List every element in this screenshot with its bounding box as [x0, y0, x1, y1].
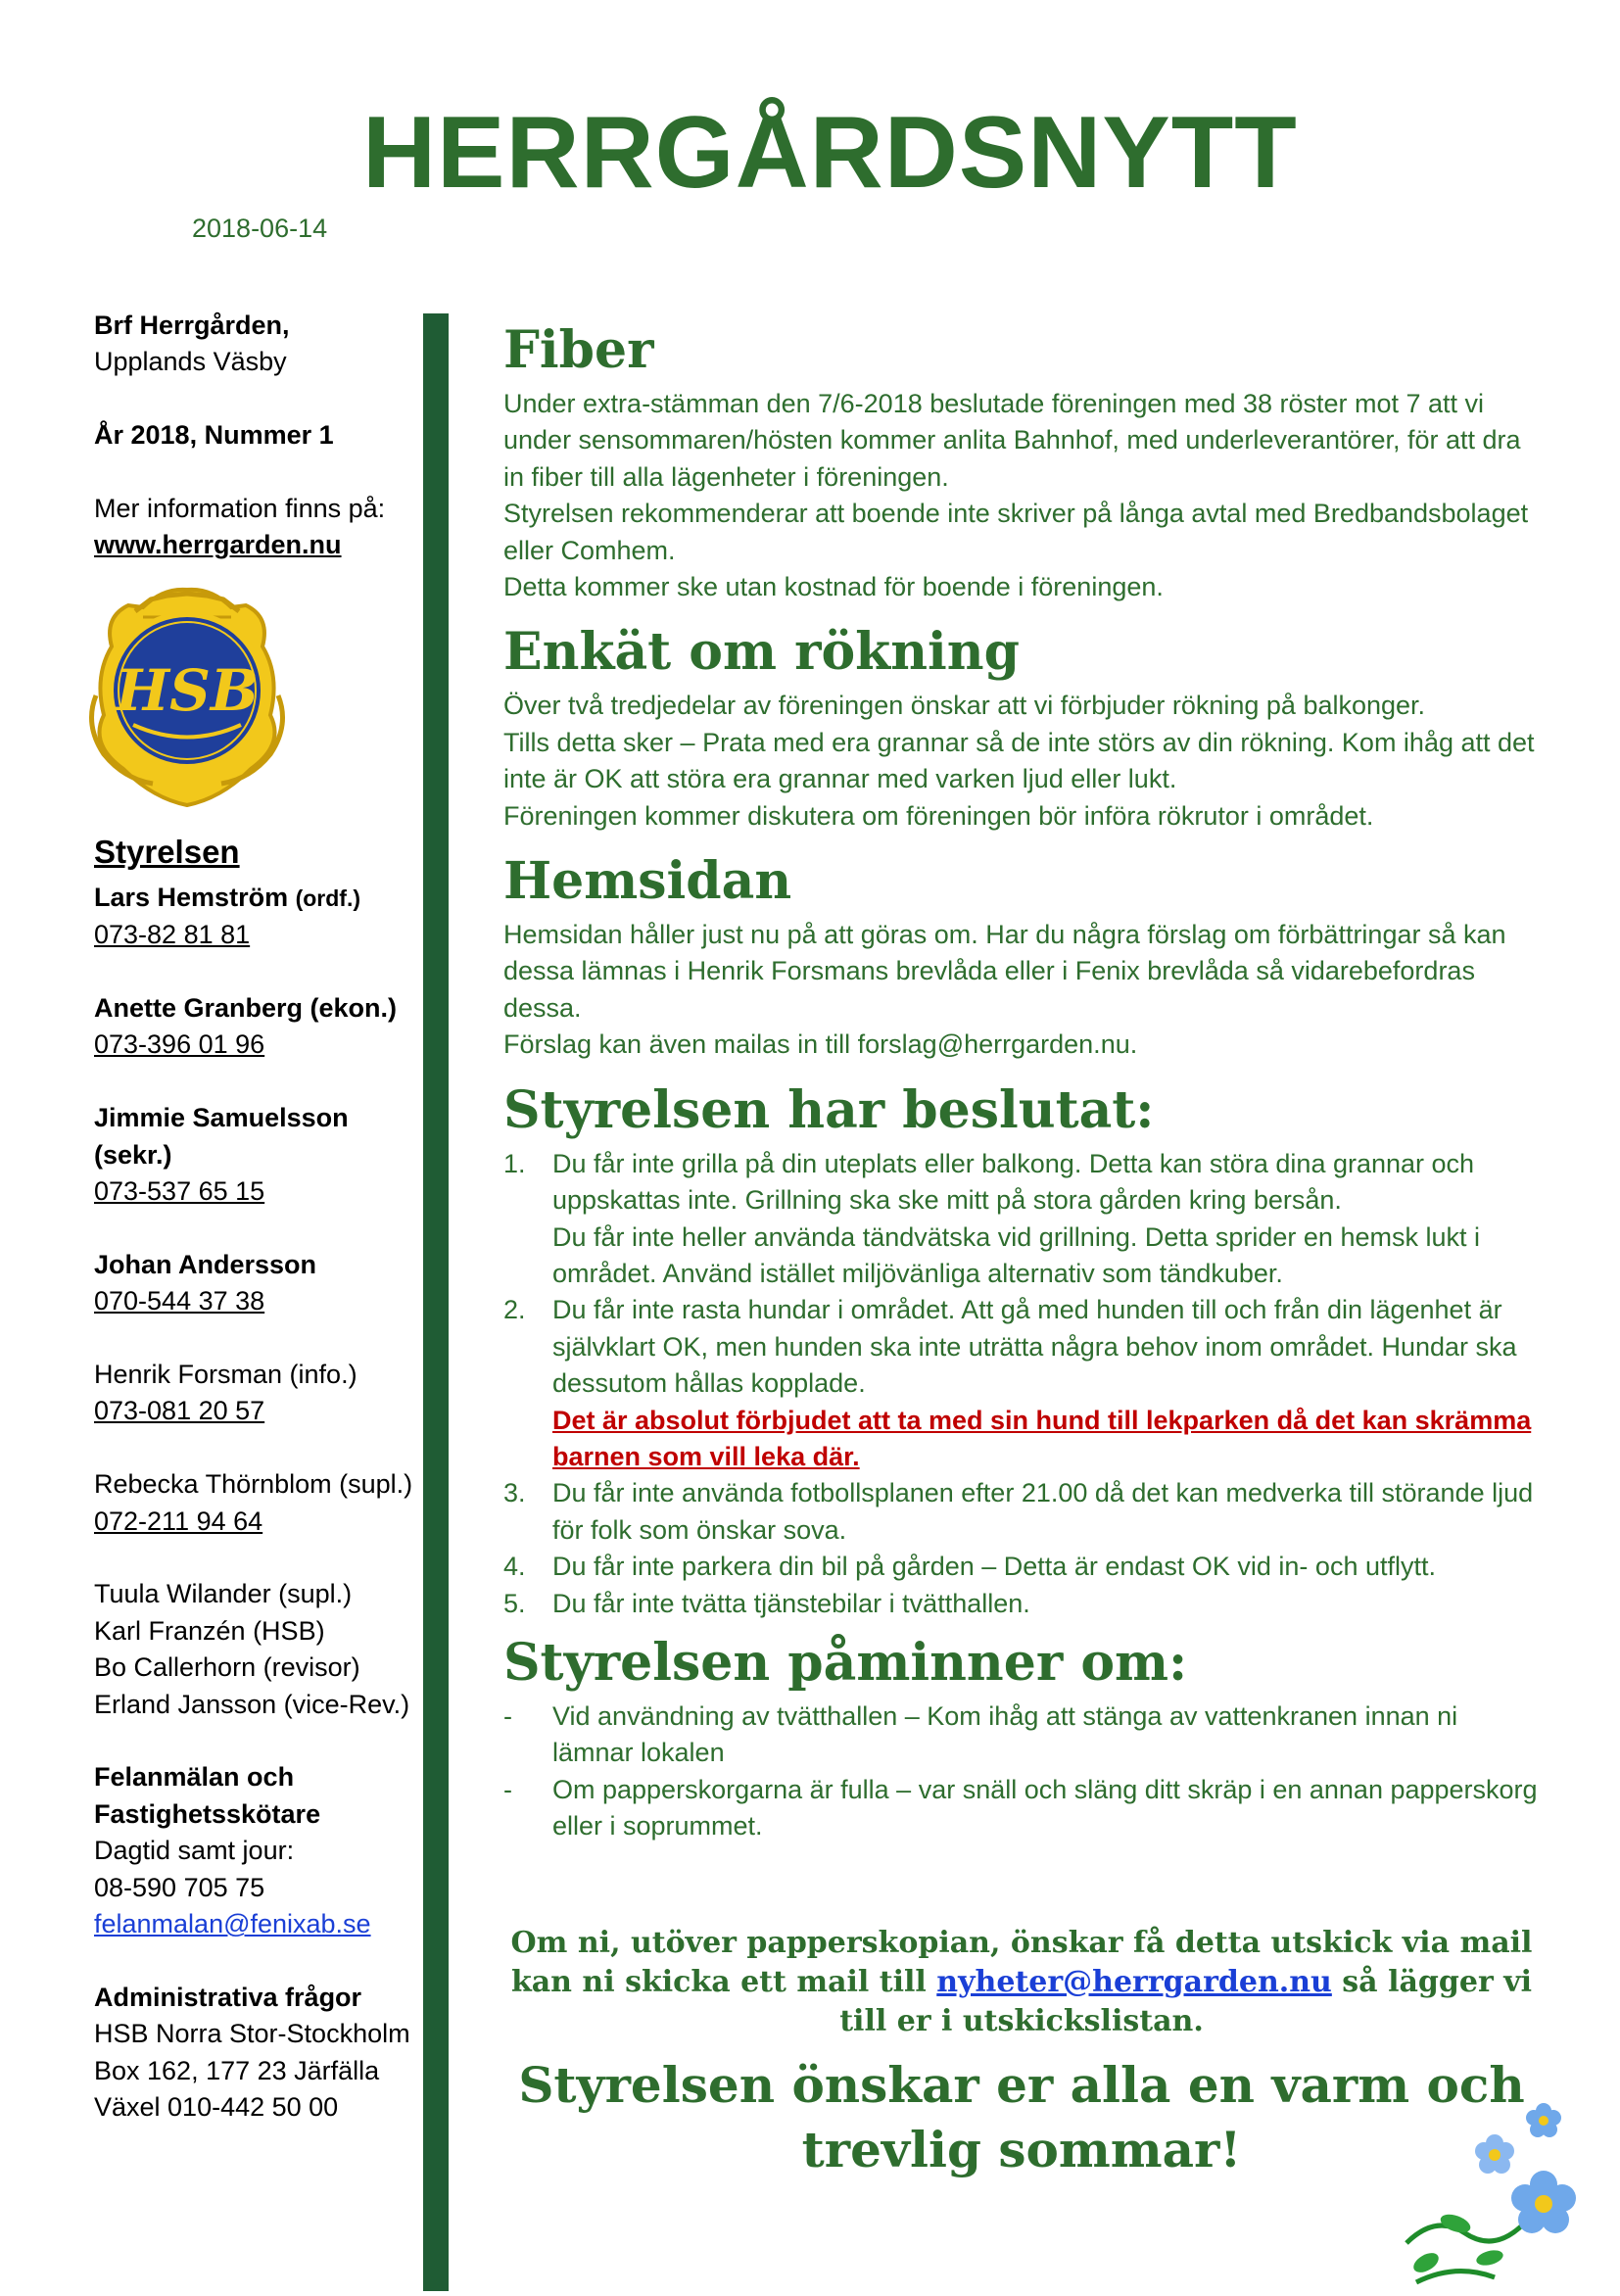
- reminders-list: [503, 1698, 1540, 1845]
- member-phone[interactable]: 073-82 81 81: [94, 920, 251, 950]
- admin-org: HSB Norra Stor-Stockholm: [94, 2019, 410, 2049]
- list-item: [503, 1549, 1540, 1585]
- member-phone[interactable]: 073-081 20 57: [94, 1396, 265, 1426]
- greeting-line: trevlig sommar!: [801, 2121, 1242, 2178]
- list-number: 4.: [503, 1552, 526, 1582]
- greeting-line: Styrelsen önskar er alla en varm och: [518, 2056, 1525, 2114]
- issue-date: 2018-06-14: [192, 214, 328, 243]
- summer-greeting: [503, 2053, 1540, 2182]
- website-heading: Hemsidan: [503, 851, 792, 912]
- org-city: Upplands Väsby: [94, 347, 287, 377]
- member-name: Rebecka Thörnblom (supl.): [94, 1469, 413, 1500]
- smoking-paragraph: Tills detta sker – Prata med era grannar så de inte störs av din rökning. Kom ihåg att det inte är OK att störa era grannar med varken ljud eller lukt.: [503, 727, 1535, 794]
- flower-icon: [1397, 2096, 1593, 2291]
- fiber-heading: Fiber: [503, 320, 654, 380]
- smoking-paragraph: Över två tredjedelar av föreningen önskar att vi förbjuder rökning på balkonger.: [503, 691, 1426, 721]
- mail-signup-note: [503, 1924, 1540, 2041]
- fault-email-link[interactable]: felanmalan@fenixab.se: [94, 1909, 371, 1939]
- website-paragraph: Hemsidan håller just nu på att göras om. Har du några förslag om förbättringar så kan dessa lämnas i Henrik Forsmans brevlåda eller i Fenix brevlåda så vidarebefordras dessa.: [503, 920, 1506, 1023]
- flowers-decoration: [1397, 2096, 1593, 2291]
- newsletter-title: HERRGÅRDSNYTT: [362, 96, 1298, 210]
- warning-text: Det är absolut förbjudet att ta med sin hund till lekparken då det kan skrämma barnen som vill leka där.: [552, 1405, 1532, 1471]
- list-number: 2.: [503, 1295, 526, 1325]
- member-name: Lars Hemström: [94, 882, 289, 912]
- hsb-logo-icon: [74, 578, 300, 809]
- member-phone[interactable]: 073-537 65 15: [94, 1176, 265, 1207]
- list-text-extra: Du får inte heller använda tändvätska vid grillning. Detta sprider en hemsk lukt i området. Använd istället miljövänliga alternativ som tändkuber.: [552, 1221, 1480, 1288]
- smoking-heading: Enkät om rökning: [503, 622, 1020, 683]
- list-text: Du får inte tvätta tjänstebilar i tvätthallen.: [552, 1588, 1030, 1618]
- website-link[interactable]: www.herrgarden.nu: [94, 530, 342, 560]
- issue-number: År 2018, Nummer 1: [94, 420, 334, 451]
- list-item: [503, 1292, 1540, 1475]
- list-number: 1.: [503, 1148, 526, 1178]
- column-divider: [423, 313, 449, 2291]
- fault-heading: Felanmälan och: [94, 1762, 295, 1793]
- board-member: [94, 880, 427, 917]
- member-name: Johan Andersson: [94, 1249, 317, 1279]
- list-number: 3.: [503, 1478, 526, 1508]
- newsletter-email-link[interactable]: nyheter@herrgarden.nu: [936, 1965, 1332, 1999]
- admin-address: Box 162, 177 23 Järfälla: [94, 2055, 380, 2085]
- list-bullet: -: [503, 1774, 512, 1804]
- other-member: Erland Jansson (vice-Rev.): [94, 1689, 410, 1719]
- list-text: Om papperskorgarna är fulla – var snäll och släng ditt skräp i en annan papperskorg eller i soprummet.: [552, 1774, 1538, 1842]
- member-phone[interactable]: 072-211 94 64: [94, 1506, 263, 1536]
- list-text: Du får inte parkera din bil på gården – Detta är endast OK vid in- och utflytt.: [552, 1552, 1436, 1582]
- member-phone[interactable]: 070-544 37 38: [94, 1286, 265, 1316]
- member-phone[interactable]: 073-396 01 96: [94, 1029, 265, 1060]
- list-text: Du får inte använda fotbollsplanen efter 21.00 då det kan medverka till störande ljud för folk som önskar sova.: [552, 1478, 1534, 1545]
- list-item: [503, 1698, 1540, 1772]
- admin-phone: Växel 010-442 50 00: [94, 2092, 339, 2123]
- fiber-paragraph: Detta kommer ske utan kostnad för boende i föreningen.: [503, 572, 1164, 602]
- board-heading: Styrelsen: [94, 833, 240, 870]
- fault-phone: 08-590 705 75: [94, 1872, 265, 1902]
- list-text: Du får inte grilla på din uteplats eller balkong. Detta kan störa dina grannar och uppskattas inte. Grillning ska ske mitt på stora gården kring bersån.: [552, 1148, 1475, 1216]
- main-content: [503, 319, 1540, 1855]
- website-paragraph: Förslag kan även mailas in till forslag@herrgarden.nu.: [503, 1029, 1138, 1060]
- fault-hours: Dagtid samt jour:: [94, 1836, 295, 1866]
- list-item: [503, 1586, 1540, 1622]
- member-role: (ordf.): [295, 885, 361, 911]
- other-member: Bo Callerhorn (revisor): [94, 1652, 360, 1683]
- list-text: Vid användning av tvätthallen – Kom ihåg att stänga av vattenkranen innan ni lämnar lokalen: [552, 1700, 1458, 1768]
- other-member: Tuula Wilander (supl.): [94, 1579, 353, 1609]
- hsb-logo: [74, 578, 300, 809]
- admin-heading: Administrativa frågor: [94, 1982, 362, 2012]
- org-name: Brf Herrgården,: [94, 311, 290, 340]
- fault-heading-2: Fastighetsskötare: [94, 1798, 321, 1829]
- fiber-paragraph: Styrelsen rekommenderar att boende inte skriver på långa avtal med Bredbandsbolaget eller Comhem.: [503, 499, 1529, 565]
- member-name: Jimmie Samuelsson (sekr.): [94, 1103, 349, 1170]
- list-bullet: -: [503, 1700, 512, 1731]
- mail-note-text-end: så lägger vi till er i utskickslistan.: [839, 1965, 1533, 2038]
- member-name: Henrik Forsman (info.): [94, 1360, 357, 1390]
- fiber-paragraph: Under extra-stämman den 7/6-2018 beslutade föreningen med 38 röster mot 7 att vi under sensommaren/hösten kommer anlita Bahnhof, med underleverantörer, för att dra in fiber till alla lägenheter i föreningen.: [503, 389, 1521, 492]
- other-member: Karl Franzén (HSB): [94, 1615, 325, 1646]
- logo-text: HSB: [116, 657, 259, 724]
- mail-note-text: Om ni, utöver papperskopian, önskar få detta utskick via mail kan ni skicka ett mail till: [510, 1926, 1533, 1999]
- more-info-label: Mer information finns på:: [94, 494, 386, 523]
- list-item: [503, 1475, 1540, 1549]
- decided-list: [503, 1146, 1540, 1622]
- list-item: [503, 1146, 1540, 1293]
- member-name: Anette Granberg (ekon.): [94, 993, 398, 1024]
- list-item: [503, 1772, 1540, 1845]
- list-number: 5.: [503, 1588, 526, 1618]
- list-text: Du får inte rasta hundar i området. Att gå med hunden till och från din lägenhet är självklart OK, men hunden ska inte uträtta några behov inom området. Hundar ska dessutom hållas kopplade.: [552, 1295, 1517, 1399]
- reminders-heading: Styrelsen påminner om:: [503, 1632, 1188, 1693]
- decided-heading: Styrelsen har beslutat:: [503, 1079, 1155, 1140]
- smoking-paragraph: Föreningen kommer diskutera om föreningen bör införa rökrutor i området.: [503, 800, 1374, 831]
